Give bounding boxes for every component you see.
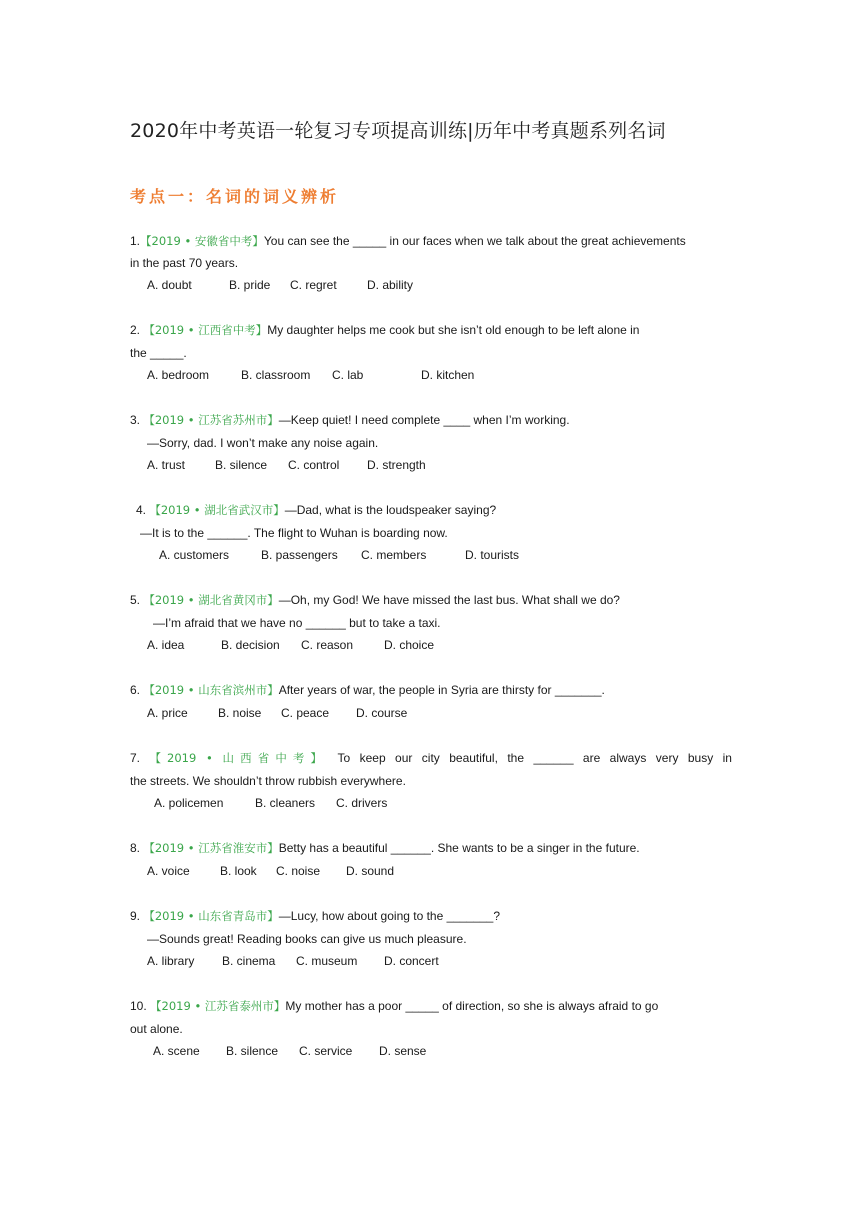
question-number: 2. bbox=[130, 323, 144, 337]
question-source-tag: 【2019 • 山东省滨州市】 bbox=[143, 683, 279, 697]
question-4-options bbox=[159, 547, 519, 563]
question-9-options bbox=[147, 953, 439, 969]
question-3-line2: —Sorry, dad. I won’t make any noise again. bbox=[147, 436, 379, 450]
section-heading: 考点一：名词的词义辨析 bbox=[130, 187, 340, 206]
question-source-tag: 【2019 • 江苏省苏州市】 bbox=[143, 413, 279, 427]
question-number: 8. bbox=[130, 841, 144, 855]
option-a: A. doubt bbox=[147, 278, 192, 292]
option-d: D. ability bbox=[367, 278, 414, 292]
question-8-options bbox=[147, 863, 394, 879]
question-text: After years of war, the people in Syria are thirsty for _______. bbox=[278, 683, 605, 697]
option-a: A. library bbox=[147, 954, 195, 968]
question-5-line1 bbox=[130, 592, 620, 608]
question-source-tag: 【2019 • 湖北省黄冈市】 bbox=[143, 593, 279, 607]
option-d: D. strength bbox=[367, 458, 426, 472]
option-b: B. decision bbox=[221, 638, 280, 652]
question-text: —Oh, my God! We have missed the last bus. What shall we do? bbox=[278, 593, 620, 607]
question-9-line1 bbox=[130, 908, 500, 924]
option-b: B. cleaners bbox=[255, 796, 316, 810]
question-6-options bbox=[147, 705, 407, 721]
option-a: A. trust bbox=[147, 458, 186, 472]
option-d: D. course bbox=[356, 706, 408, 720]
question-1-line2: in the past 70 years. bbox=[130, 256, 239, 270]
question-number: 9. bbox=[130, 909, 144, 923]
question-1-line1 bbox=[130, 233, 686, 249]
question-source-tag: 【2019 • 安徽省中考】 bbox=[140, 234, 264, 248]
question-10-options bbox=[153, 1043, 426, 1059]
question-5-line2: —I’m afraid that we have no ______ but to take a taxi. bbox=[153, 616, 441, 630]
question-1-options bbox=[147, 277, 413, 293]
question-3-options bbox=[147, 457, 426, 473]
option-c: C. noise bbox=[276, 864, 321, 878]
option-c: C. lab bbox=[332, 368, 364, 382]
question-7-line2: the streets. We shouldn’t throw rubbish everywhere. bbox=[130, 774, 406, 788]
question-10-line1 bbox=[130, 998, 658, 1014]
option-b: B. classroom bbox=[241, 368, 311, 382]
question-3-line1 bbox=[130, 412, 570, 428]
question-5-options bbox=[147, 637, 434, 653]
question-number: 6. bbox=[130, 683, 144, 697]
question-10-line2: out alone. bbox=[130, 1022, 183, 1036]
question-source-tag: 【2019 • 山西省中考】 bbox=[149, 751, 329, 765]
question-7-options bbox=[154, 795, 387, 811]
option-a: A. scene bbox=[153, 1044, 200, 1058]
question-text: You can see the _____ in our faces when we talk about the great achievements bbox=[263, 234, 686, 248]
option-b: B. cinema bbox=[222, 954, 276, 968]
question-text: Betty has a beautiful ______. She wants to be a singer in the future. bbox=[278, 841, 640, 855]
option-a: A. price bbox=[147, 706, 188, 720]
option-d: D. choice bbox=[384, 638, 435, 652]
option-c: C. peace bbox=[281, 706, 330, 720]
option-b: B. passengers bbox=[261, 548, 338, 562]
question-text: To keep our city beautiful, the ______ are always very busy in bbox=[337, 751, 732, 765]
option-b: B. pride bbox=[229, 278, 271, 292]
question-source-tag: 【2019 • 江苏省淮安市】 bbox=[143, 841, 279, 855]
question-source-tag: 【2019 • 湖北省武汉市】 bbox=[149, 503, 285, 517]
question-8-line1 bbox=[130, 840, 640, 856]
question-text: —Dad, what is the loudspeaker saying? bbox=[284, 503, 497, 517]
question-source-tag: 【2019 • 江苏省泰州市】 bbox=[150, 999, 286, 1013]
question-source-tag: 【2019 • 江西省中考】 bbox=[143, 323, 268, 337]
question-4-line2: —It is to the ______. The flight to Wuhan is boarding now. bbox=[140, 526, 448, 540]
option-c: C. regret bbox=[290, 278, 337, 292]
option-a: A. voice bbox=[147, 864, 190, 878]
question-text: My mother has a poor _____ of direction, so she is always afraid to go bbox=[285, 999, 659, 1013]
option-b: B. look bbox=[220, 864, 257, 878]
question-2-line1 bbox=[130, 322, 639, 338]
option-c: C. museum bbox=[296, 954, 358, 968]
question-7-line1 bbox=[130, 750, 732, 766]
option-d: D. sense bbox=[379, 1044, 427, 1058]
option-a: A. bedroom bbox=[147, 368, 210, 382]
option-d: D. concert bbox=[384, 954, 439, 968]
option-d: D. kitchen bbox=[421, 368, 475, 382]
option-a: A. customers bbox=[159, 548, 230, 562]
question-text: My daughter helps me cook but she isn’t old enough to be left alone in bbox=[267, 323, 640, 337]
question-6-line1 bbox=[130, 682, 605, 698]
question-4-line1 bbox=[136, 502, 496, 518]
option-c: C. drivers bbox=[336, 796, 388, 810]
option-c: C. service bbox=[299, 1044, 353, 1058]
option-d: D. sound bbox=[346, 864, 395, 878]
option-b: B. silence bbox=[226, 1044, 279, 1058]
question-number: 7. bbox=[130, 751, 141, 765]
question-text: —Lucy, how about going to the _______? bbox=[278, 909, 500, 923]
option-b: B. silence bbox=[215, 458, 268, 472]
question-2-line2: the _____. bbox=[130, 346, 187, 360]
question-9-line2: —Sounds great! Reading books can give us much pleasure. bbox=[147, 932, 467, 946]
question-source-tag: 【2019 • 山东省青岛市】 bbox=[143, 909, 279, 923]
document-title: 2020年中考英语一轮复习专项提高训练|历年中考真题系列名词 bbox=[130, 120, 666, 142]
option-c: C. members bbox=[361, 548, 427, 562]
question-number: 4. bbox=[136, 503, 150, 517]
question-number: 5. bbox=[130, 593, 144, 607]
question-number: 10. bbox=[130, 999, 151, 1013]
option-a: A. idea bbox=[147, 638, 185, 652]
option-b: B. noise bbox=[218, 706, 262, 720]
option-d: D. tourists bbox=[465, 548, 520, 562]
question-number: 3. bbox=[130, 413, 144, 427]
option-a: A. policemen bbox=[154, 796, 224, 810]
question-number: 1. bbox=[130, 234, 141, 248]
option-c: C. control bbox=[288, 458, 340, 472]
question-text: —Keep quiet! I need complete ____ when I’m working. bbox=[278, 413, 570, 427]
option-c: C. reason bbox=[301, 638, 354, 652]
question-2-options bbox=[147, 367, 474, 383]
